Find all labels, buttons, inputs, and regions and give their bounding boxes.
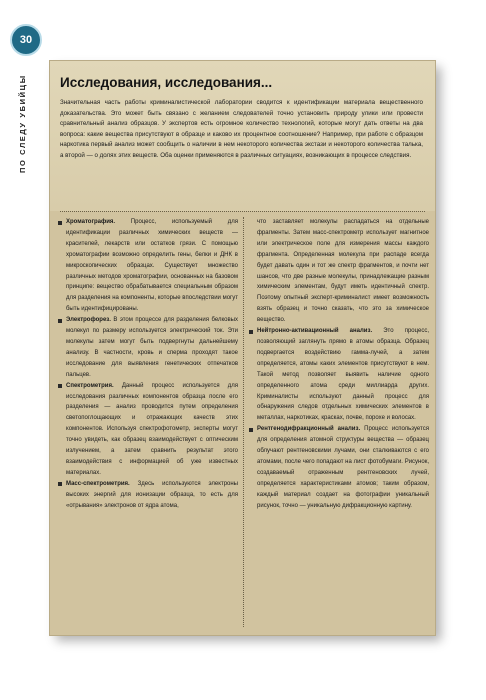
running-head: ПО СЛЕДУ УБИЙЦЫ <box>18 74 27 174</box>
item-text: Здесь используются электроны высоких энергий для ионизации образца, то есть для «отрывания» электронов от ядра атома, <box>66 480 238 509</box>
item-continuation: что заставляет молекулы распадаться на отдельные фрагменты. Затем масс-спектрометр использует магнитное или электрическое поле для измерения массы каждого фрагмента. Определенная молекула при распаде всегда будет давать один и тот же спектр фрагментов, и почти нет шансов, что две разные молекулы, принадлежащие разным химическим элементам, будут иметь идентичный спектр. Поэтому опытный эксперт-криминалист имеет возможность взять образец и точно сказать, что это за химическое вещество. <box>257 219 429 324</box>
intro-paragraph: Значительная часть работы криминалистической лаборатории сводится к идентификации материала вещественного доказательства. Это может быть связано с желанием следователей точно установить природу улики или провести сравнительный анализ образцов. У экспертов есть огромное количество технологий, которые могут дать ответы на два вопроса: какие вещества присутствуют в образце и каково их процентное соотношение? Например, при работе с образцом наркотика первый анализ может сообщить о наличии в нем некоторого количества экстази и некоторого количества талька, а второй — о долях этих веществ. Оба оценки применяются в различных ситуациях, возникающих в процессе следствия. <box>60 99 423 159</box>
bullet-icon <box>58 319 62 323</box>
list-item <box>249 424 429 511</box>
page-title: Исследования, исследования... <box>60 75 273 90</box>
list-item <box>58 315 238 380</box>
item-text: Процесс, используемый для идентификации различных химических веществ — красителей, лекарств или остатков грязи. С помощью хроматографии возможно определить гены, белки и ДНК в микроскопических образцах. Существует множество различных методов хроматографии, основанных на базовом принципе: вещество обрабатывается специальным образом для разделения на компоненты, которые впоследствии могут быть идентифицированы. <box>66 219 238 313</box>
item-text: Данный процесс используется для исследования различных компонентов образца после его разделения — анализ проводится путем определения светопоглощающих и отражающих качеств этих компонентов. Используя спектрофотометр, эксперты могут точно увидеть, как образец взаимодействует с оптическим излучением, а затем сравнить результат этого взаимодействия с информацией об уже известных материалах. <box>66 382 238 476</box>
right-column <box>249 217 429 511</box>
item-term: Электрофорез. <box>66 317 111 324</box>
item-text: В этом процессе для разделения белковых молекул по размеру используется электрический ток. Эти молекулы затем могут быть подвергнуты дальнейшему анализу. В частности, кровь и сперма проходят такое исследование для выявления генетических отпечатков пальцев. <box>66 317 238 378</box>
list-item <box>58 381 238 479</box>
section-divider <box>60 211 425 212</box>
item-term: Нейтронно-активационный анализ. <box>257 328 373 335</box>
bullet-icon <box>249 428 253 432</box>
item-term: Спектрометрия. <box>66 382 114 389</box>
bullet-icon <box>58 482 62 486</box>
item-text: Это процесс, позволяющий заглянуть прямо в атомы образца. Образец подвергается воздействию гамма-лучей, а затем определяется, атомы каких элементов присутствуют в нем. Такой метод позволяет выявить наличие одного определенного атома среди миллиарда других. Криминалисты используют данный процесс для обнаружения следов отдельных химических элементов в металлах, наркотиках, красках, почве, порохе и волосах. <box>257 328 429 422</box>
list-item <box>249 326 429 424</box>
text-panel <box>50 61 435 635</box>
bullet-icon <box>58 384 62 388</box>
bullet-icon <box>58 221 62 225</box>
item-term: Рентгенодифракционный анализ. <box>257 426 361 433</box>
bullet-icon <box>249 330 253 334</box>
page-number: 30 <box>10 24 42 56</box>
item-text: Процесс используется для определения атомной структуры вещества — образец облучают рентгеновскими лучами, они сталкиваются с его атомами, после чего попадают на лист фотобумаги. Рисунок, создаваемый отраженным рентгеновских лучей, определяется характеристиками атомов; таким образом, каждый материал создает на фотографии уникальный рисунок, точно — уникальную дифракционную картину. <box>257 426 429 509</box>
left-column <box>58 217 238 511</box>
list-item <box>58 217 238 315</box>
item-term: Масс-спектрометрия. <box>66 480 130 487</box>
column-divider <box>243 217 244 627</box>
list-item <box>58 479 238 512</box>
item-term: Хроматография. <box>66 219 116 225</box>
